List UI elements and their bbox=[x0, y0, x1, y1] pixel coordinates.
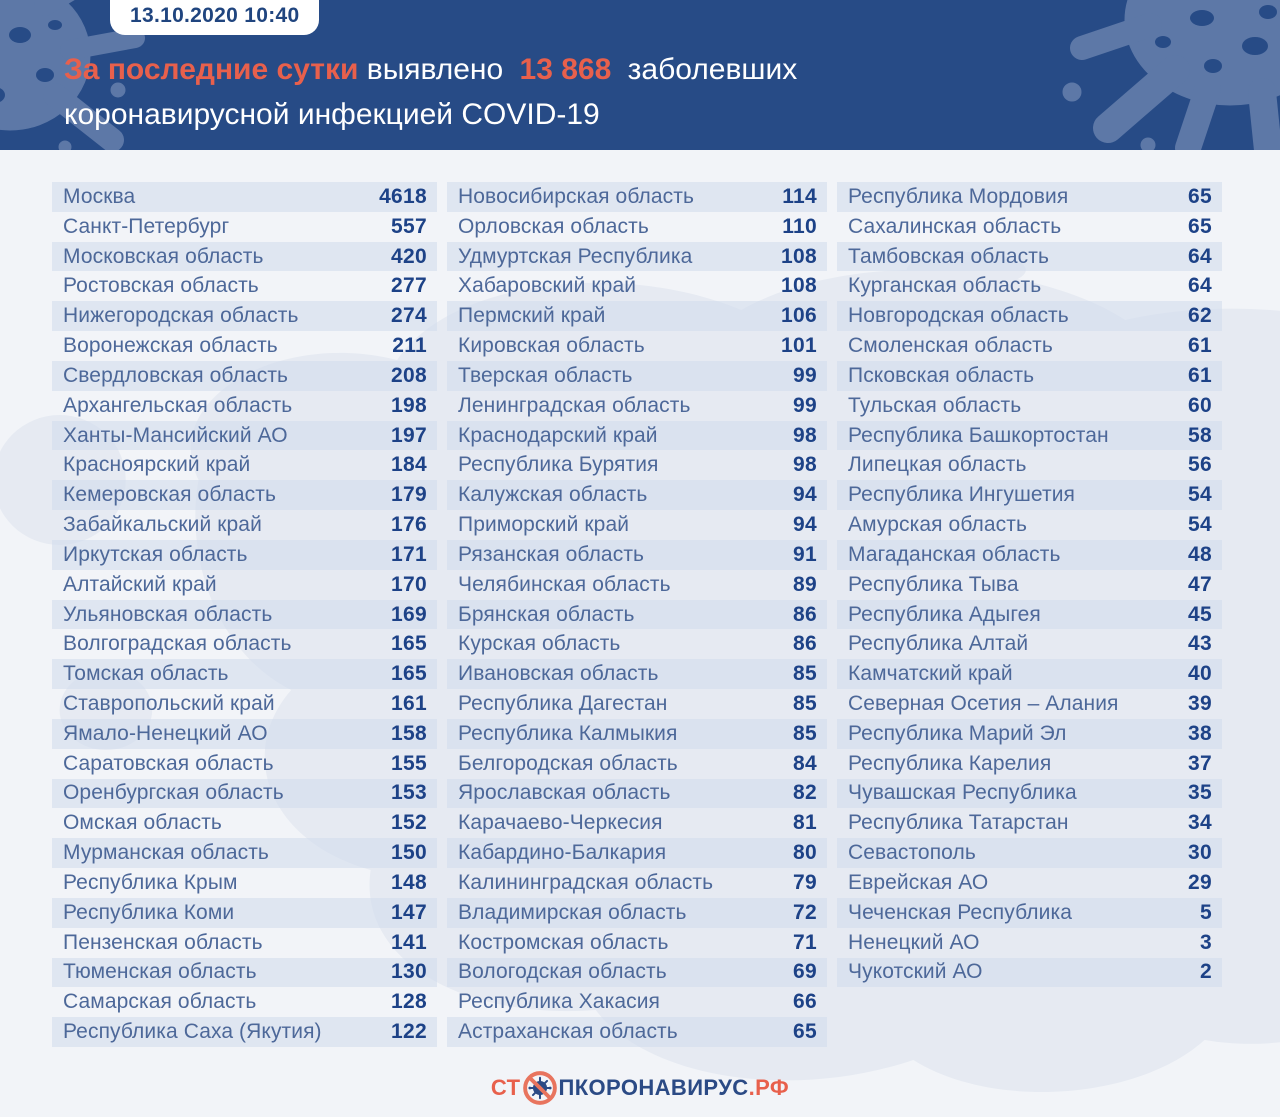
table-row bbox=[447, 838, 827, 868]
region-value: 171 bbox=[391, 542, 427, 566]
table-row bbox=[52, 301, 437, 331]
region-value: 176 bbox=[391, 513, 427, 537]
region-value: 108 bbox=[781, 244, 817, 268]
region-value: 114 bbox=[782, 184, 817, 208]
region-value: 101 bbox=[781, 334, 817, 358]
headline-total-count: 13 868 bbox=[519, 53, 612, 86]
table-row bbox=[837, 212, 1222, 242]
table-row bbox=[837, 808, 1222, 838]
region-value: 56 bbox=[1188, 453, 1212, 477]
region-name: Алтайский край bbox=[63, 572, 217, 596]
table-row bbox=[52, 987, 437, 1017]
region-name: Кемеровская область bbox=[63, 483, 276, 507]
region-value: 211 bbox=[392, 334, 427, 358]
region-value: 86 bbox=[793, 632, 817, 656]
region-name: Северная Осетия – Алания bbox=[848, 691, 1119, 715]
table-row bbox=[837, 271, 1222, 301]
region-value: 98 bbox=[793, 453, 817, 477]
region-name: Рязанская область bbox=[458, 542, 645, 566]
region-name: Республика Башкортостан bbox=[848, 423, 1109, 447]
region-value: 5 bbox=[1200, 900, 1212, 924]
region-name: Тверская область bbox=[458, 363, 633, 387]
table-row bbox=[447, 242, 827, 272]
region-value: 61 bbox=[1188, 363, 1212, 387]
table-row bbox=[447, 1017, 827, 1047]
region-value: 198 bbox=[391, 393, 427, 417]
region-value: 108 bbox=[781, 274, 817, 298]
region-value: 54 bbox=[1188, 483, 1212, 507]
logo-text-rf: .РФ bbox=[748, 1075, 790, 1100]
table-row bbox=[447, 212, 827, 242]
region-name: Смоленская область bbox=[848, 334, 1053, 358]
region-name: Приморский край bbox=[458, 513, 630, 537]
table-row bbox=[447, 808, 827, 838]
region-name: Республика Крым bbox=[63, 870, 238, 894]
table-row bbox=[837, 928, 1222, 958]
region-name: Ханты-Мансийский АО bbox=[63, 423, 288, 447]
region-value: 141 bbox=[391, 930, 427, 954]
region-name: Краснодарский край bbox=[458, 423, 658, 447]
region-name: Воронежская область bbox=[63, 334, 278, 358]
table-row bbox=[447, 749, 827, 779]
region-value: 35 bbox=[1188, 781, 1212, 805]
table-row bbox=[52, 242, 437, 272]
region-name: Костромская область bbox=[458, 930, 669, 954]
table-row bbox=[837, 868, 1222, 898]
table-row bbox=[447, 987, 827, 1017]
table-row bbox=[52, 271, 437, 301]
region-name: Ростовская область bbox=[63, 274, 259, 298]
table-row bbox=[837, 510, 1222, 540]
region-name: Тамбовская область bbox=[848, 244, 1049, 268]
region-name: Тульская область bbox=[848, 393, 1022, 417]
region-name: Курганская область bbox=[848, 274, 1042, 298]
table-row bbox=[52, 659, 437, 689]
region-name: Саратовская область bbox=[63, 751, 274, 775]
region-value: 155 bbox=[391, 751, 427, 775]
region-name: Камчатский край bbox=[848, 662, 1013, 686]
region-name: Московская область bbox=[63, 244, 264, 268]
table-row bbox=[447, 301, 827, 331]
table-row bbox=[52, 838, 437, 868]
table-row bbox=[837, 958, 1222, 988]
table-column bbox=[447, 182, 827, 1047]
region-name: Хабаровский край bbox=[458, 274, 637, 298]
region-name: Нижегородская область bbox=[63, 304, 299, 328]
region-name: Калининградская область bbox=[458, 870, 714, 894]
region-name: Новосибирская область bbox=[458, 184, 695, 208]
region-name: Ненецкий АО bbox=[848, 930, 980, 954]
headline-text: заболевших bbox=[627, 53, 798, 86]
table-row bbox=[447, 629, 827, 659]
region-value: 165 bbox=[391, 632, 427, 656]
region-value: 62 bbox=[1188, 304, 1212, 328]
region-value: 85 bbox=[793, 691, 817, 715]
region-value: 152 bbox=[391, 811, 427, 835]
region-value: 72 bbox=[793, 900, 817, 924]
region-value: 38 bbox=[1188, 721, 1212, 745]
table-row bbox=[447, 928, 827, 958]
region-name: Омская область bbox=[63, 811, 222, 835]
region-value: 89 bbox=[793, 572, 817, 596]
table-row bbox=[52, 361, 437, 391]
table-row bbox=[52, 540, 437, 570]
table-row bbox=[447, 600, 827, 630]
region-value: 274 bbox=[391, 304, 427, 328]
region-value: 65 bbox=[793, 1020, 817, 1044]
table-row bbox=[837, 689, 1222, 719]
region-value: 82 bbox=[793, 781, 817, 805]
region-name: Калужская область bbox=[458, 483, 648, 507]
region-name: Оренбургская область bbox=[63, 781, 284, 805]
region-name: Ставропольский край bbox=[63, 691, 275, 715]
region-name: Волгоградская область bbox=[63, 632, 292, 656]
table-row bbox=[52, 898, 437, 928]
table-row bbox=[837, 629, 1222, 659]
region-value: 85 bbox=[793, 662, 817, 686]
headline-text: выявлено bbox=[366, 53, 504, 86]
region-name: Удмуртская Республика bbox=[458, 244, 693, 268]
region-value: 65 bbox=[1188, 184, 1212, 208]
table-row bbox=[52, 629, 437, 659]
region-name: Еврейская АО bbox=[848, 870, 989, 894]
region-value: 69 bbox=[793, 960, 817, 984]
table-row bbox=[447, 391, 827, 421]
region-name: Сахалинская область bbox=[848, 214, 1062, 238]
region-name: Ярославская область bbox=[458, 781, 671, 805]
region-value: 150 bbox=[391, 841, 427, 865]
region-name: Красноярский край bbox=[63, 453, 251, 477]
region-name: Санкт-Петербург bbox=[63, 214, 230, 238]
region-name: Чукотский АО bbox=[848, 960, 983, 984]
region-value: 30 bbox=[1188, 841, 1212, 865]
region-value: 98 bbox=[793, 423, 817, 447]
table-row bbox=[447, 421, 827, 451]
regions-table bbox=[52, 182, 1222, 1047]
table-row bbox=[837, 361, 1222, 391]
no-virus-icon bbox=[522, 1070, 558, 1106]
region-name: Астраханская область bbox=[458, 1020, 678, 1044]
region-value: 277 bbox=[391, 274, 427, 298]
table-row bbox=[837, 600, 1222, 630]
table-row bbox=[52, 958, 437, 988]
region-value: 79 bbox=[793, 870, 817, 894]
table-row bbox=[837, 898, 1222, 928]
region-name: Республика Тыва bbox=[848, 572, 1019, 596]
table-row bbox=[837, 719, 1222, 749]
region-value: 147 bbox=[391, 900, 427, 924]
region-name: Белгородская область bbox=[458, 751, 678, 775]
table-row bbox=[52, 212, 437, 242]
region-name: Мурманская область bbox=[63, 841, 269, 865]
region-value: 161 bbox=[391, 691, 427, 715]
region-name: Ульяновская область bbox=[63, 602, 273, 626]
headline-line2: коронавирусной инфекцией COVID-19 bbox=[64, 98, 600, 131]
region-value: 148 bbox=[391, 870, 427, 894]
region-name: Чувашская Республика bbox=[848, 781, 1077, 805]
region-value: 61 bbox=[1188, 334, 1212, 358]
region-value: 106 bbox=[781, 304, 817, 328]
table-row bbox=[52, 570, 437, 600]
region-value: 4618 bbox=[379, 184, 427, 208]
region-name: Вологодская область bbox=[458, 960, 667, 984]
region-value: 197 bbox=[391, 423, 427, 447]
table-row bbox=[52, 391, 437, 421]
table-row bbox=[447, 331, 827, 361]
table-row bbox=[837, 331, 1222, 361]
table-column bbox=[52, 182, 437, 1047]
region-value: 208 bbox=[391, 363, 427, 387]
region-name: Магаданская область bbox=[848, 542, 1061, 566]
logo-text-koronavirus: ПКОРОНАВИРУС bbox=[558, 1075, 749, 1100]
region-name: Республика Мордовия bbox=[848, 184, 1069, 208]
table-row bbox=[447, 868, 827, 898]
header bbox=[0, 0, 1280, 150]
region-value: 86 bbox=[793, 602, 817, 626]
region-value: 43 bbox=[1188, 632, 1212, 656]
region-value: 158 bbox=[391, 721, 427, 745]
table-row bbox=[52, 421, 437, 451]
region-value: 130 bbox=[391, 960, 427, 984]
region-name: Республика Коми bbox=[63, 900, 235, 924]
region-name: Курская область bbox=[458, 632, 621, 656]
region-value: 58 bbox=[1188, 423, 1212, 447]
table-row bbox=[447, 958, 827, 988]
table-row bbox=[447, 510, 827, 540]
table-row bbox=[837, 749, 1222, 779]
table-row bbox=[447, 480, 827, 510]
table-row bbox=[837, 480, 1222, 510]
region-name: Республика Калмыкия bbox=[458, 721, 678, 745]
table-row bbox=[837, 242, 1222, 272]
region-value: 45 bbox=[1188, 602, 1212, 626]
region-value: 37 bbox=[1188, 751, 1212, 775]
region-name: Кабардино-Балкария bbox=[458, 841, 667, 865]
region-value: 81 bbox=[793, 811, 817, 835]
region-name: Чеченская Республика bbox=[848, 900, 1072, 924]
region-name: Москва bbox=[63, 184, 136, 208]
region-name: Республика Хакасия bbox=[458, 990, 661, 1014]
region-name: Забайкальский край bbox=[63, 513, 262, 537]
region-value: 99 bbox=[793, 363, 817, 387]
region-name: Липецкая область bbox=[848, 453, 1027, 477]
table-row bbox=[52, 779, 437, 809]
region-value: 3 bbox=[1200, 930, 1212, 954]
table-row bbox=[52, 749, 437, 779]
region-name: Ямало-Ненецкий АО bbox=[63, 721, 268, 745]
table-row bbox=[447, 182, 827, 212]
region-name: Новгородская область bbox=[848, 304, 1069, 328]
table-row bbox=[837, 779, 1222, 809]
region-value: 48 bbox=[1188, 542, 1212, 566]
region-name: Республика Татарстан bbox=[848, 811, 1069, 835]
table-row bbox=[837, 540, 1222, 570]
table-row bbox=[52, 480, 437, 510]
region-name: Иркутская область bbox=[63, 542, 248, 566]
table-row bbox=[447, 898, 827, 928]
region-name: Республика Саха (Якутия) bbox=[63, 1020, 322, 1044]
region-name: Свердловская область bbox=[63, 363, 289, 387]
region-name: Тюменская область bbox=[63, 960, 257, 984]
region-value: 39 bbox=[1188, 691, 1212, 715]
table-row bbox=[837, 570, 1222, 600]
table-row bbox=[447, 659, 827, 689]
region-name: Республика Карелия bbox=[848, 751, 1052, 775]
region-name: Ивановская область bbox=[458, 662, 659, 686]
table-row bbox=[837, 838, 1222, 868]
region-name: Республика Алтай bbox=[848, 632, 1029, 656]
region-value: 65 bbox=[1188, 214, 1212, 238]
region-name: Челябинская область bbox=[458, 572, 671, 596]
table-row bbox=[52, 600, 437, 630]
table-row bbox=[447, 570, 827, 600]
region-name: Кировская область bbox=[458, 334, 645, 358]
region-value: 80 bbox=[793, 841, 817, 865]
region-name: Брянская область bbox=[458, 602, 635, 626]
region-value: 2 bbox=[1200, 960, 1212, 984]
region-value: 84 bbox=[793, 751, 817, 775]
footer-logo bbox=[0, 1068, 1280, 1108]
region-value: 99 bbox=[793, 393, 817, 417]
table-row bbox=[447, 779, 827, 809]
table-row bbox=[52, 450, 437, 480]
region-value: 153 bbox=[391, 781, 427, 805]
region-name: Самарская область bbox=[63, 990, 257, 1014]
region-name: Архангельская область bbox=[63, 393, 293, 417]
region-value: 64 bbox=[1188, 274, 1212, 298]
region-name: Ленинградская область bbox=[458, 393, 691, 417]
table-row bbox=[52, 182, 437, 212]
region-name: Карачаево-Черкесия bbox=[458, 811, 663, 835]
region-value: 94 bbox=[793, 483, 817, 507]
region-value: 184 bbox=[391, 453, 427, 477]
table-row bbox=[837, 182, 1222, 212]
region-name: Республика Ингушетия bbox=[848, 483, 1076, 507]
table-row bbox=[837, 450, 1222, 480]
table-row bbox=[52, 1017, 437, 1047]
virus-splash-icon bbox=[1063, 0, 1280, 150]
table-row bbox=[447, 361, 827, 391]
region-name: Орловская область bbox=[458, 214, 649, 238]
region-value: 91 bbox=[793, 542, 817, 566]
date-badge: 13.10.2020 10:40 bbox=[110, 0, 319, 35]
table-row bbox=[52, 808, 437, 838]
region-value: 60 bbox=[1188, 393, 1212, 417]
region-name: Томская область bbox=[63, 662, 229, 686]
region-value: 179 bbox=[391, 483, 427, 507]
region-value: 64 bbox=[1188, 244, 1212, 268]
headline bbox=[64, 47, 797, 137]
table-row bbox=[447, 689, 827, 719]
region-name: Пермский край bbox=[458, 304, 606, 328]
region-value: 165 bbox=[391, 662, 427, 686]
region-value: 47 bbox=[1188, 572, 1212, 596]
region-name: Пензенская область bbox=[63, 930, 263, 954]
region-value: 94 bbox=[793, 513, 817, 537]
region-name: Амурская область bbox=[848, 513, 1028, 537]
table-row bbox=[447, 271, 827, 301]
region-value: 128 bbox=[391, 990, 427, 1014]
table-row bbox=[52, 928, 437, 958]
region-value: 54 bbox=[1188, 513, 1212, 537]
region-value: 34 bbox=[1188, 811, 1212, 835]
table-row bbox=[447, 719, 827, 749]
region-value: 170 bbox=[391, 572, 427, 596]
region-value: 420 bbox=[391, 244, 427, 268]
region-value: 85 bbox=[793, 721, 817, 745]
region-value: 71 bbox=[793, 930, 817, 954]
region-value: 557 bbox=[391, 214, 427, 238]
region-name: Республика Марий Эл bbox=[848, 721, 1067, 745]
headline-accent: За последние сутки bbox=[64, 53, 359, 86]
table-row bbox=[447, 540, 827, 570]
table-column bbox=[837, 182, 1222, 1047]
region-value: 110 bbox=[782, 214, 817, 238]
table-row bbox=[837, 659, 1222, 689]
region-name: Республика Дагестан bbox=[458, 691, 668, 715]
region-name: Владимирская область bbox=[458, 900, 687, 924]
region-name: Псковская область bbox=[848, 363, 1035, 387]
region-name: Республика Адыгея bbox=[848, 602, 1041, 626]
table-row bbox=[52, 510, 437, 540]
table-row bbox=[837, 391, 1222, 421]
region-value: 169 bbox=[391, 602, 427, 626]
table-row bbox=[837, 421, 1222, 451]
region-value: 29 bbox=[1188, 870, 1212, 894]
region-name: Севастополь bbox=[848, 841, 976, 865]
logo-text-stop: СТ bbox=[490, 1075, 521, 1100]
region-value: 66 bbox=[793, 990, 817, 1014]
region-name: Республика Бурятия bbox=[458, 453, 659, 477]
table-row bbox=[837, 301, 1222, 331]
table-row bbox=[52, 689, 437, 719]
table-row bbox=[52, 331, 437, 361]
table-row bbox=[52, 719, 437, 749]
table-row bbox=[447, 450, 827, 480]
table-row bbox=[52, 868, 437, 898]
region-value: 122 bbox=[391, 1020, 427, 1044]
region-value: 40 bbox=[1188, 662, 1212, 686]
